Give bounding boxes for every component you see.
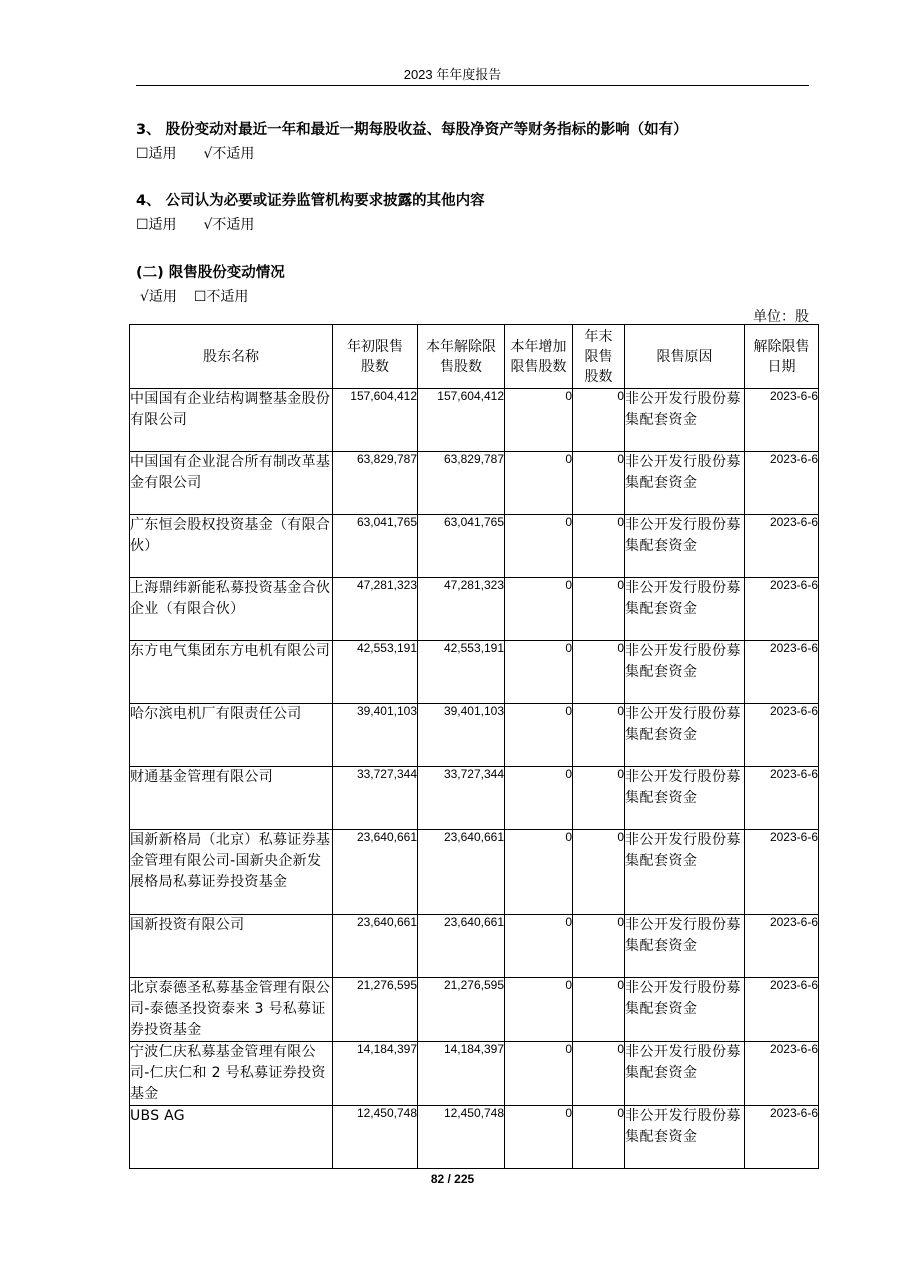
cell-reason: 非公开发行股份募集配套资金 [625, 641, 745, 704]
cell-added: 0 [505, 389, 573, 452]
cell-reason: 非公开发行股份募集配套资金 [625, 830, 745, 915]
section-4-title: 4、 公司认为必要或证券监管机构要求披露的其他内容 [136, 193, 485, 209]
table-header-row [130, 325, 819, 389]
cell-begin-restricted: 39,401,103 [333, 704, 418, 767]
cell-reason: 非公开发行股份募集配套资金 [625, 1042, 745, 1106]
cell-end-restricted: 0 [573, 830, 625, 915]
cell-shareholder-name: 国新投资有限公司 [130, 915, 333, 978]
header-added-text: 本年增加限售股数 [510, 338, 567, 375]
cell-begin-restricted: 157,604,412 [333, 389, 418, 452]
cell-reason: 非公开发行股份募集配套资金 [625, 578, 745, 641]
cell-shareholder-name: 中国国有企业混合所有制改革基金有限公司 [130, 452, 333, 515]
cell-added: 0 [505, 704, 573, 767]
cell-begin-restricted: 47,281,323 [333, 578, 418, 641]
section-4-option-applicable: ☐适用 [136, 217, 177, 233]
cell-released: 33,727,344 [418, 767, 505, 830]
cell-begin-restricted: 42,553,191 [333, 641, 418, 704]
cell-begin-restricted: 33,727,344 [333, 767, 418, 830]
table-row [130, 1042, 819, 1106]
cell-begin-restricted: 21,276,595 [333, 978, 418, 1042]
cell-release-date: 2023-6-6 [745, 578, 819, 641]
header-released-text: 本年解除限售股数 [426, 338, 496, 375]
cell-release-date: 2023-6-6 [745, 641, 819, 704]
cell-shareholder-name: 东方电气集团东方电机有限公司 [130, 641, 333, 704]
cell-release-date: 2023-6-6 [745, 978, 819, 1042]
cell-release-date: 2023-6-6 [745, 389, 819, 452]
table-body [130, 389, 819, 1169]
section-restricted-title: (二) 限售股份变动情况 [136, 265, 285, 281]
section-4-options [136, 214, 254, 234]
cell-end-restricted: 0 [573, 978, 625, 1042]
cell-added: 0 [505, 1106, 573, 1169]
header-shareholder-name: 股东名称 [130, 325, 333, 389]
cell-end-restricted: 0 [573, 515, 625, 578]
cell-release-date: 2023-6-6 [745, 515, 819, 578]
page-header-title: 2023 年年度报告 [403, 67, 502, 82]
cell-begin-restricted: 14,184,397 [333, 1042, 418, 1106]
cell-release-date: 2023-6-6 [745, 704, 819, 767]
header-end-restricted-text: 年末限售股数 [584, 328, 613, 385]
table-row [130, 389, 819, 452]
cell-end-restricted: 0 [573, 704, 625, 767]
cell-release-date: 2023-6-6 [745, 452, 819, 515]
table-row [130, 704, 819, 767]
cell-released: 157,604,412 [418, 389, 505, 452]
cell-end-restricted: 0 [573, 452, 625, 515]
restricted-shares-table [129, 324, 819, 1169]
section-restricted-option-applicable: √适用 [140, 289, 177, 305]
cell-reason: 非公开发行股份募集配套资金 [625, 389, 745, 452]
cell-shareholder-name: 国新新格局（北京）私募证券基金管理有限公司-国新央企新发展格局私募证券投资基金 [130, 830, 333, 915]
cell-added: 0 [505, 578, 573, 641]
cell-added: 0 [505, 830, 573, 915]
cell-released: 63,041,765 [418, 515, 505, 578]
cell-begin-restricted: 63,041,765 [333, 515, 418, 578]
cell-reason: 非公开发行股份募集配套资金 [625, 767, 745, 830]
cell-shareholder-name: UBS AG [130, 1106, 333, 1169]
cell-release-date: 2023-6-6 [745, 915, 819, 978]
cell-end-restricted: 0 [573, 641, 625, 704]
table-row [130, 578, 819, 641]
cell-end-restricted: 0 [573, 389, 625, 452]
page-number: 82 / 225 [430, 1172, 475, 1186]
cell-released: 23,640,661 [418, 830, 505, 915]
cell-released: 21,276,595 [418, 978, 505, 1042]
table-row [130, 515, 819, 578]
cell-begin-restricted: 12,450,748 [333, 1106, 418, 1169]
cell-release-date: 2023-6-6 [745, 767, 819, 830]
cell-shareholder-name: 宁波仁庆私募基金管理有限公司-仁庆仁和 2 号私募证券投资基金 [130, 1042, 333, 1106]
cell-end-restricted: 0 [573, 1106, 625, 1169]
table-row [130, 452, 819, 515]
cell-end-restricted: 0 [573, 578, 625, 641]
cell-released: 47,281,323 [418, 578, 505, 641]
table-row [130, 767, 819, 830]
cell-released: 12,450,748 [418, 1106, 505, 1169]
table-row [130, 978, 819, 1042]
table-row [130, 915, 819, 978]
cell-released: 42,553,191 [418, 641, 505, 704]
cell-shareholder-name: 中国国有企业结构调整基金股份有限公司 [130, 389, 333, 452]
cell-end-restricted: 0 [573, 1042, 625, 1106]
cell-shareholder-name: 财通基金管理有限公司 [130, 767, 333, 830]
section-3-title: 3、 股份变动对最近一年和最近一期每股收益、每股净资产等财务指标的影响（如有） [136, 122, 688, 138]
header-added [505, 325, 573, 389]
cell-end-restricted: 0 [573, 915, 625, 978]
header-reason: 限售原因 [625, 325, 745, 389]
cell-begin-restricted: 63,829,787 [333, 452, 418, 515]
section-restricted-option-not-applicable: ☐不适用 [193, 289, 249, 305]
cell-shareholder-name: 上海鼎纬新能私募投资基金合伙企业（有限合伙） [130, 578, 333, 641]
cell-release-date: 2023-6-6 [745, 830, 819, 915]
cell-reason: 非公开发行股份募集配套资金 [625, 704, 745, 767]
header-release-date-text: 解除限售日期 [753, 338, 810, 375]
cell-shareholder-name: 哈尔滨电机厂有限责任公司 [130, 704, 333, 767]
cell-reason: 非公开发行股份募集配套资金 [625, 915, 745, 978]
cell-begin-restricted: 23,640,661 [333, 915, 418, 978]
cell-released: 23,640,661 [418, 915, 505, 978]
section-3-option-not-applicable: √不适用 [203, 146, 255, 162]
section-restricted-options [140, 286, 248, 306]
table-row [130, 641, 819, 704]
cell-released: 39,401,103 [418, 704, 505, 767]
header-begin-restricted [333, 325, 418, 389]
cell-begin-restricted: 23,640,661 [333, 830, 418, 915]
cell-shareholder-name: 广东恒会股权投资基金（有限合伙） [130, 515, 333, 578]
section-3-option-applicable: ☐适用 [136, 146, 177, 162]
unit-label: 单位：股 [753, 309, 809, 325]
cell-added: 0 [505, 915, 573, 978]
cell-reason: 非公开发行股份募集配套资金 [625, 515, 745, 578]
cell-end-restricted: 0 [573, 767, 625, 830]
cell-shareholder-name: 北京泰德圣私募基金管理有限公司-泰德圣投资泰来 3 号私募证券投资基金 [130, 978, 333, 1042]
cell-added: 0 [505, 767, 573, 830]
cell-released: 14,184,397 [418, 1042, 505, 1106]
section-4-option-not-applicable: √不适用 [203, 217, 255, 233]
table-row [130, 1106, 819, 1169]
cell-release-date: 2023-6-6 [745, 1106, 819, 1169]
cell-reason: 非公开发行股份募集配套资金 [625, 978, 745, 1042]
header-released [418, 325, 505, 389]
table-row [130, 830, 819, 915]
cell-added: 0 [505, 452, 573, 515]
cell-release-date: 2023-6-6 [745, 1042, 819, 1106]
header-begin-restricted-text: 年初限售股数 [347, 338, 403, 375]
section-3-options [136, 143, 254, 163]
cell-added: 0 [505, 1042, 573, 1106]
cell-reason: 非公开发行股份募集配套资金 [625, 452, 745, 515]
cell-added: 0 [505, 515, 573, 578]
cell-reason: 非公开发行股份募集配套资金 [625, 1106, 745, 1169]
cell-released: 63,829,787 [418, 452, 505, 515]
header-release-date [745, 325, 819, 389]
header-divider [136, 85, 809, 86]
header-end-restricted [573, 325, 625, 389]
cell-added: 0 [505, 978, 573, 1042]
cell-added: 0 [505, 641, 573, 704]
